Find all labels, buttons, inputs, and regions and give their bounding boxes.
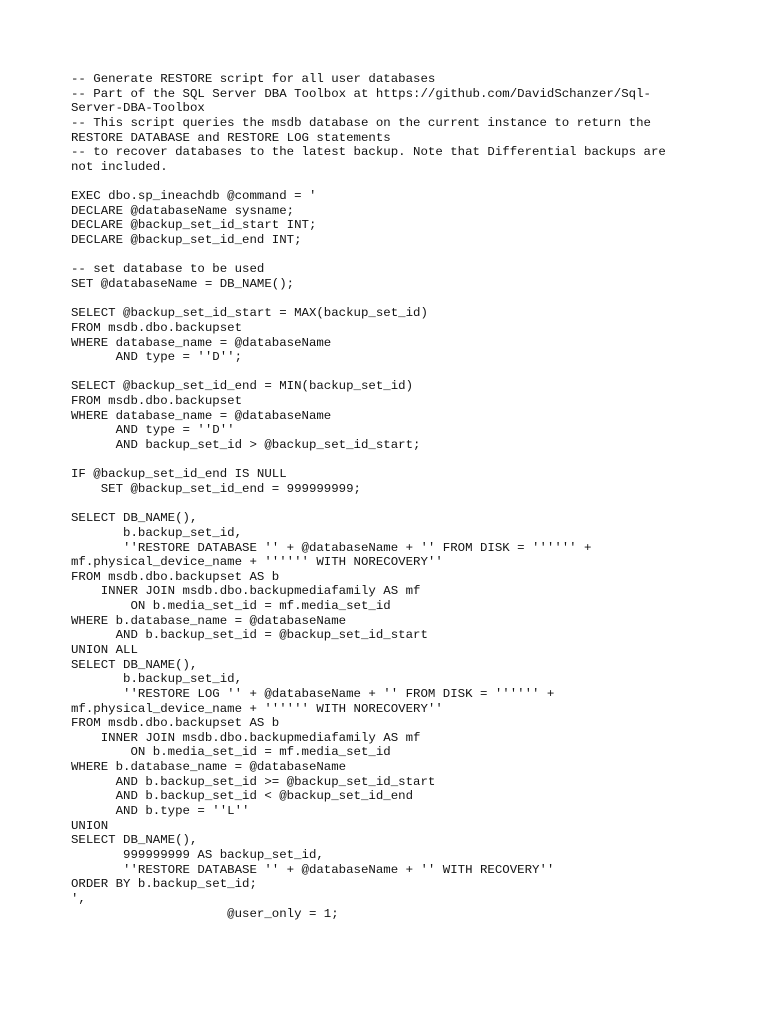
- code-line: FROM msdb.dbo.backupset: [71, 320, 243, 335]
- code-line: -- This script queries the msdb database on the current instance to return the: [71, 115, 651, 130]
- code-line: ''RESTORE LOG '' + @databaseName + '' FROM DISK = '''''' +: [71, 686, 555, 701]
- code-line: [71, 174, 711, 189]
- code-line: -- Generate RESTORE script for all user databases: [71, 72, 436, 86]
- code-line: WHERE b.database_name = @databaseName: [71, 760, 347, 775]
- code-line: INNER JOIN msdb.dbo.backupmediafamily AS mf: [71, 584, 421, 599]
- code-line: [71, 292, 711, 307]
- code-line: ''RESTORE DATABASE '' + @databaseName + '' FROM DISK = '''''' +: [71, 540, 592, 555]
- code-line: ON b.media_set_id = mf.media_set_id: [71, 745, 391, 760]
- code-line: ',: [71, 891, 86, 906]
- code-line: SELECT @backup_set_id_start = MAX(backup_set_id): [71, 306, 428, 321]
- sql-script: [71, 72, 711, 921]
- code-line: WHERE database_name = @databaseName: [71, 408, 332, 423]
- code-line: IF @backup_set_id_end IS NULL: [71, 467, 287, 482]
- code-line: UNION: [71, 818, 109, 833]
- code-line: RESTORE DATABASE and RESTORE LOG statements: [71, 130, 391, 145]
- code-line: INNER JOIN msdb.dbo.backupmediafamily AS mf: [71, 730, 421, 745]
- code-line: ORDER BY b.backup_set_id;: [71, 877, 257, 892]
- code-line: mf.physical_device_name + '''''' WITH NORECOVERY'': [71, 555, 443, 570]
- code-line: mf.physical_device_name + '''''' WITH NORECOVERY'': [71, 701, 443, 716]
- code-line: ON b.media_set_id = mf.media_set_id: [71, 599, 391, 614]
- code-line: FROM msdb.dbo.backupset AS b: [71, 716, 280, 731]
- code-line: WHERE b.database_name = @databaseName: [71, 613, 347, 628]
- code-line: -- set database to be used: [71, 262, 265, 277]
- code-line: WHERE database_name = @databaseName: [71, 335, 332, 350]
- code-line: [71, 365, 711, 380]
- code-line: -- to recover databases to the latest backup. Note that Differential backups are: [71, 145, 666, 160]
- code-line: DECLARE @backup_set_id_start INT;: [71, 218, 317, 233]
- code-line: @user_only = 1;: [71, 906, 339, 921]
- code-line: b.backup_set_id,: [71, 672, 243, 687]
- code-line: not included.: [71, 159, 168, 174]
- code-line: DECLARE @databaseName sysname;: [71, 203, 295, 218]
- code-line: SELECT DB_NAME(),: [71, 511, 198, 526]
- code-line: UNION ALL: [71, 642, 138, 657]
- code-line: AND backup_set_id > @backup_set_id_start;: [71, 438, 421, 453]
- code-line: EXEC dbo.sp_ineachdb @command = ': [71, 189, 317, 204]
- code-line: FROM msdb.dbo.backupset AS b: [71, 569, 280, 584]
- code-line: -- Part of the SQL Server DBA Toolbox at https://github.com/DavidSchanzer/Sql-: [71, 86, 651, 101]
- code-line: SELECT DB_NAME(),: [71, 657, 198, 672]
- code-line: [71, 453, 711, 468]
- code-line: AND b.backup_set_id < @backup_set_id_end: [71, 789, 414, 804]
- code-line: AND b.backup_set_id = @backup_set_id_start: [71, 628, 428, 643]
- code-line: [71, 248, 711, 263]
- code-line: ''RESTORE DATABASE '' + @databaseName + '' WITH RECOVERY'': [71, 862, 555, 877]
- code-line: SET @backup_set_id_end = 999999999;: [71, 481, 361, 496]
- code-line: AND type = ''D'';: [71, 350, 243, 365]
- code-line: FROM msdb.dbo.backupset: [71, 394, 243, 409]
- code-line: 999999999 AS backup_set_id,: [71, 847, 324, 862]
- code-line: SELECT DB_NAME(),: [71, 833, 198, 848]
- code-line: SELECT @backup_set_id_end = MIN(backup_set_id): [71, 379, 414, 394]
- code-line: Server-DBA-Toolbox: [71, 101, 205, 116]
- code-line: AND b.type = ''L'': [71, 804, 250, 819]
- code-line: AND type = ''D'': [71, 423, 235, 438]
- code-line: SET @databaseName = DB_NAME();: [71, 276, 295, 291]
- code-line: AND b.backup_set_id >= @backup_set_id_start: [71, 774, 436, 789]
- code-line: [71, 497, 711, 512]
- code-line: b.backup_set_id,: [71, 525, 243, 540]
- code-line: DECLARE @backup_set_id_end INT;: [71, 233, 302, 248]
